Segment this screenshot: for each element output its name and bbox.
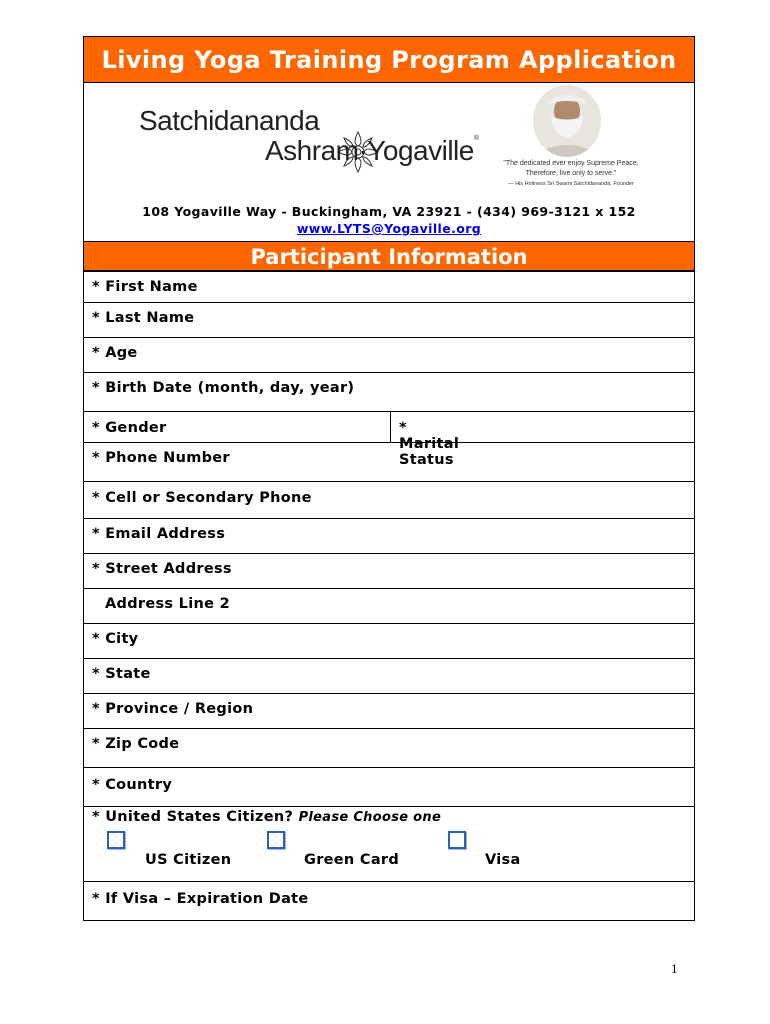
address-line2-label: Address Line 2 [105, 596, 230, 612]
last-name-field[interactable] [84, 302, 694, 337]
visa-expiration-label: * If Visa – Expiration Date [92, 891, 309, 907]
address-line2-field[interactable] [84, 588, 694, 623]
street-address-label: * Street Address [92, 561, 232, 577]
street-address-field[interactable] [84, 553, 694, 588]
founder-portrait [533, 85, 601, 157]
contact-block [84, 199, 694, 241]
country-label: * Country [92, 777, 173, 793]
website-link[interactable]: www.LYTS@Yogaville.org [296, 221, 482, 236]
cell-label: * Cell or Secondary Phone [92, 490, 312, 506]
gender-label: * Gender [92, 420, 167, 436]
last-name-label: * Last Name [92, 310, 195, 326]
age-field[interactable] [84, 337, 694, 372]
email-label: * Email Address [92, 526, 226, 542]
founder-quote: "The dedicated ever enjoy Supreme Peace. Therefore, live only to serve." — His Holiness Sri Swami Satchidananda, Founder [503, 160, 639, 187]
us-citizen-checkbox[interactable] [107, 831, 125, 849]
section-title: Participant Information [84, 241, 694, 271]
email-field[interactable] [84, 518, 694, 553]
visa-checkbox[interactable] [448, 831, 466, 849]
logo-text-line1: Satchidananda [139, 105, 320, 136]
zip-field[interactable] [84, 728, 694, 767]
visa-expiration-field[interactable] [84, 881, 694, 920]
citizenship-row [84, 806, 694, 881]
first-name-label: * First Name [92, 279, 198, 295]
marital-status-field[interactable] [390, 412, 460, 468]
citizenship-hint: Please Choose one [298, 810, 442, 825]
phone-field[interactable] [84, 442, 694, 481]
phone-label: * Phone Number [92, 450, 230, 466]
marital-status-label: * Marital Status [399, 420, 460, 468]
cell-field[interactable] [84, 481, 694, 518]
country-field[interactable] [84, 767, 694, 806]
address-line: 108 Yogaville Way - Buckingham, VA 23921 - (434) 969-3121 x 152 [142, 204, 636, 219]
province-label: * Province / Region [92, 701, 254, 717]
green-card-label: Green Card [304, 852, 400, 868]
logo-text-line2: Ashram·Yogaville® [265, 135, 479, 166]
citizenship-label: * United States Citizen? Please Choose one [92, 809, 442, 825]
city-field[interactable] [84, 623, 694, 658]
green-card-checkbox[interactable] [267, 831, 285, 849]
zip-label: * Zip Code [92, 736, 180, 752]
age-label: * Age [92, 345, 138, 361]
birth-date-label: * Birth Date (month, day, year) [92, 380, 355, 396]
city-label: * City [92, 631, 139, 647]
visa-label: Visa [485, 852, 521, 868]
first-name-field[interactable] [84, 271, 694, 302]
state-label: * State [92, 666, 151, 682]
page-number: 1 [671, 961, 678, 976]
us-citizen-label: US Citizen [145, 852, 232, 868]
province-field[interactable] [84, 693, 694, 728]
form-title: Living Yoga Training Program Application [84, 37, 694, 83]
birth-date-field[interactable] [84, 372, 694, 411]
state-field[interactable] [84, 658, 694, 693]
